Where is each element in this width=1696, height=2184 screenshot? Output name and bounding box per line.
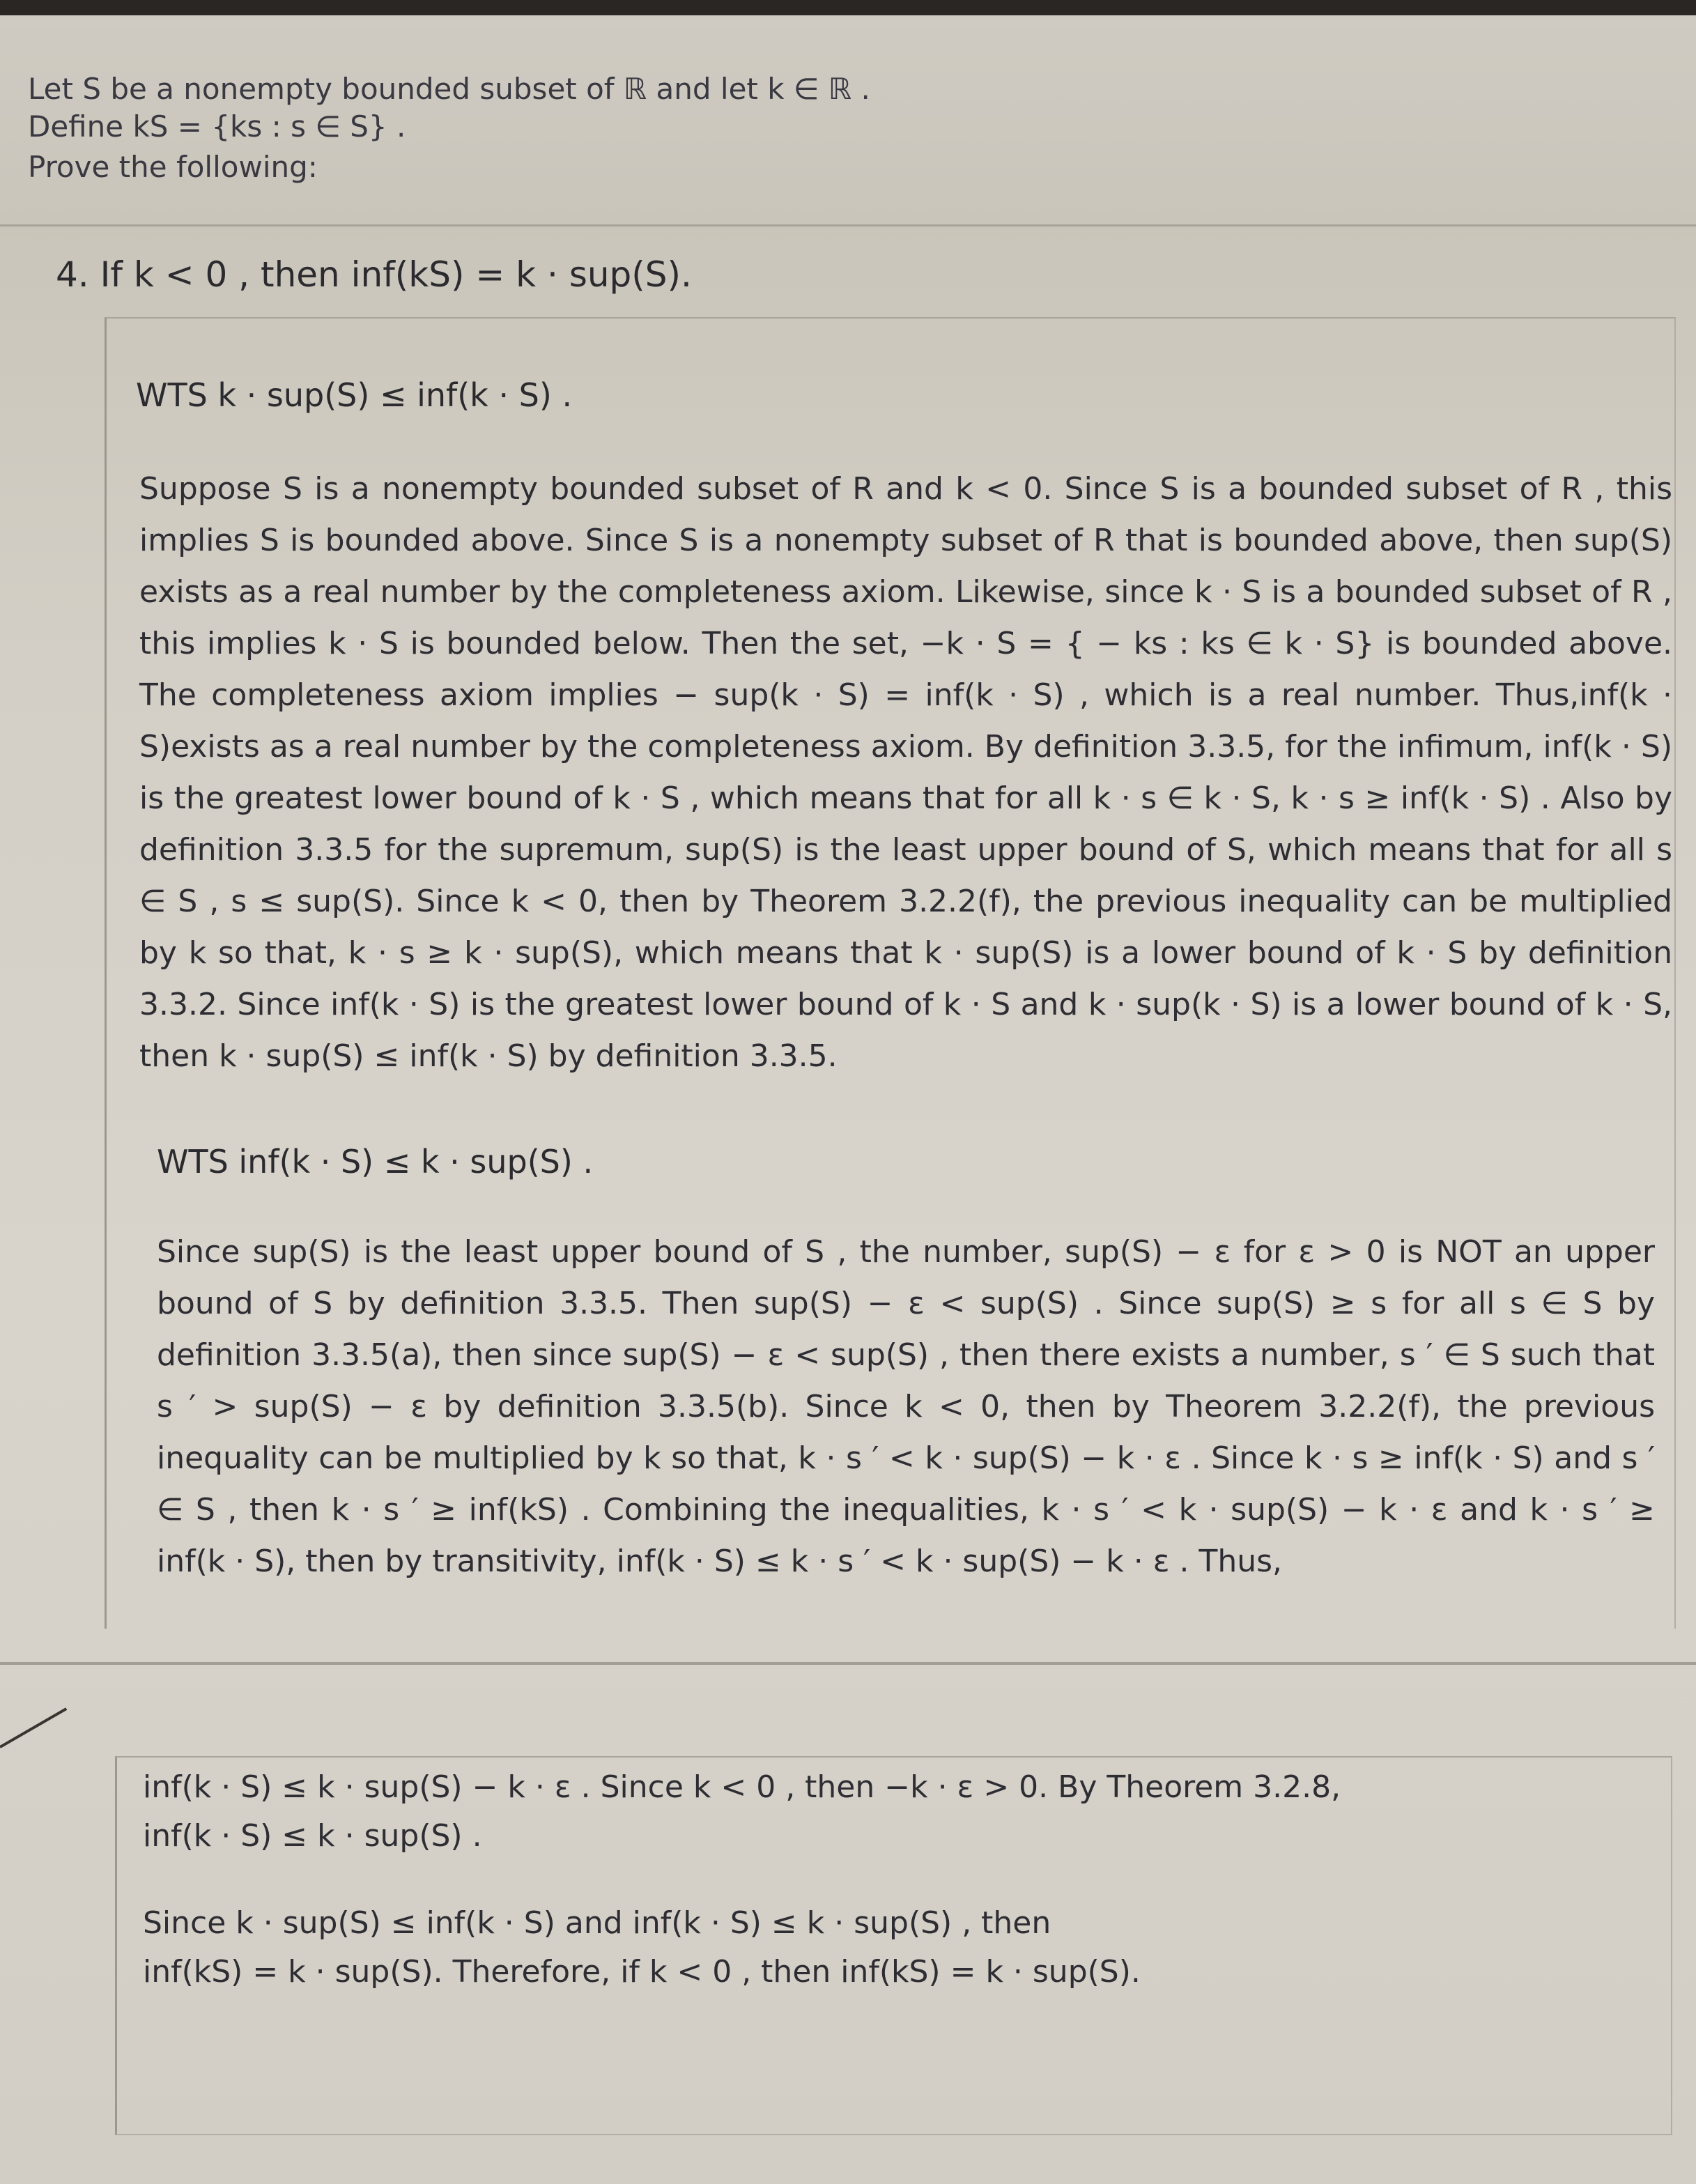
conclusion-line-1: inf(k · S) ≤ k · sup(S) − k · ε . Since k < 0 , then −k · ε > 0. By Theorem 3.2.8, [143,1769,1341,1805]
conclusion-line-3: Since k · sup(S) ≤ inf(k · S) and inf(k · S) ≤ k · sup(S) , then [143,1905,1051,1941]
top-edge [0,0,1696,15]
problem-statement: 4. If k < 0 , then inf(kS) = k · sup(S). [56,254,692,295]
problem-header [0,15,1696,226]
wts-heading-1: WTS k · sup(S) ≤ inf(k · S) . [136,376,573,414]
conclusion-line-2: inf(k · S) ≤ k · sup(S) . [143,1818,482,1854]
page-divider [0,1662,1696,1665]
proof-paragraph-1: Suppose S is a nonempty bounded subset of R and k < 0. Since S is a bounded subset of R , this implies S is bounded above. Since S is a nonempty subset of R that is bounded above, then sup(S) exists as a real number by the completeness axiom. Likewise, since k · S is a bounded subset of R , this implies k · S is bounded below. Then the set, −k · S = { − ks : ks ∈ k · S} is bounded above. The completeness axiom implies − sup(k · S) = inf(k · S) , which is a real number. Thus,inf(k · S)exists as a real number by the completeness axiom. By definition 3.3.5, for the infimum, inf(k · S) is the greatest lower bound of k · S , which means that for all k · s ∈ k · S, k · s ≥ inf(k · S) . Also by definition 3.3.5 for the supremum, sup(S) is the least upper bound of S, which means that for all s ∈ S , s ≤ sup(S). Since k < 0, then by Theorem 3.2.2(f), the previous inequality can be multiplied by k so that, k · s ≥ k · sup(S), which means that k · sup(S) is a lower bound of k · S by definition 3.3.2. Since inf(k · S) is the greatest lower bound of k · S and k · sup(k · S) is a lower bound of k · S, then k · sup(S) ≤ inf(k · S) by definition 3.3.5. [139,471,1672,1074]
check-mark [0,1707,67,1748]
proof-paragraph-2: Since sup(S) is the least upper bound of S , the number, sup(S) − ε for ε > 0 is NOT an upper bound of S by definition 3.3.5. Then sup(S) − ε < sup(S) . Since sup(S) ≥ s for all s ∈ S by definition 3.3.5(a), then since sup(S) − ε < sup(S) , then there exists a number, s ′ ∈ S such that s ′ > sup(S) − ε by definition 3.3.5(b). Since k < 0, then by Theorem 3.2.2(f), the previous inequality can be multiplied by k so that, k · s ′ < k · sup(S) − k · ε . Since k · s ≥ inf(k · S) and s ′ ∈ S , then k · s ′ ≥ inf(kS) . Combining the inequalities, k · s ′ < k · sup(S) − k · ε and k · s ′ ≥ inf(k · S), then by transitivity, inf(k · S) ≤ k · s ′ < k · sup(S) − k · ε . Thus, [157,1234,1655,1579]
header-line-3: Prove the following: [28,150,318,184]
header-line-1: Let S be a nonempty bounded subset of ℝ and let k ∈ ℝ . [28,72,870,106]
conclusion-line-4: inf(kS) = k · sup(S). Therefore, if k < 0 , then inf(kS) = k · sup(S). [143,1954,1141,1990]
wts-heading-2: WTS inf(k · S) ≤ k · sup(S) . [157,1143,594,1181]
header-line-2: Define kS = {ks : s ∈ S} . [28,109,406,144]
